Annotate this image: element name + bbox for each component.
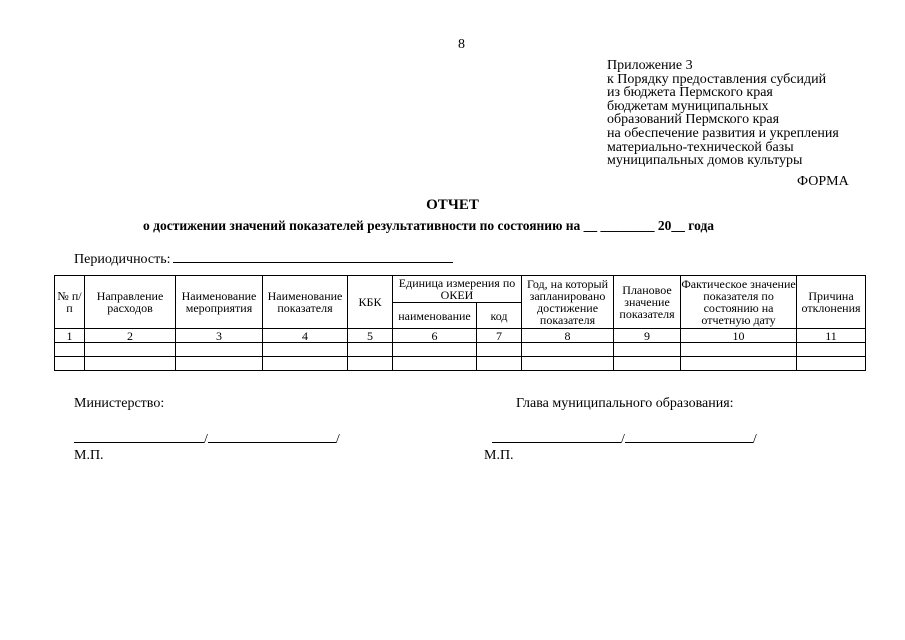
stamp-label-left: М.П.	[74, 448, 104, 463]
column-number: 8	[522, 329, 614, 343]
report-table	[54, 275, 866, 371]
name-blank[interactable]	[625, 429, 753, 443]
annex-line: к Порядку предоставления субсидий	[607, 71, 827, 87]
column-number: 7	[477, 329, 522, 343]
signature-slash: /	[752, 432, 757, 447]
header-kbk: КБК	[348, 276, 393, 329]
header-year: Год, на который запланировано достижение показателя	[522, 276, 614, 329]
table-cell[interactable]	[477, 357, 522, 371]
column-number: 11	[797, 329, 866, 343]
signature-blank[interactable]	[74, 429, 204, 443]
header-unit-code: код	[477, 303, 522, 329]
table-cell[interactable]	[797, 343, 866, 357]
form-label: ФОРМА	[797, 174, 849, 189]
report-subtitle: о достижении значений показателей результативности по состоянию на __ ________ 20__ года	[143, 218, 715, 233]
table-cell[interactable]	[681, 343, 797, 357]
annex-line: на обеспечение развития и укрепления	[607, 125, 839, 141]
column-number: 4	[263, 329, 348, 343]
column-number: 9	[614, 329, 681, 343]
table-cell[interactable]	[522, 357, 614, 371]
column-number: 2	[85, 329, 176, 343]
header-event: Наименование мероприятия	[176, 276, 263, 329]
annex-line: из бюджета Пермского края	[607, 85, 773, 101]
table-cell[interactable]	[348, 357, 393, 371]
head-signature-line	[492, 429, 757, 448]
header-direction: Направление расходов	[85, 276, 176, 329]
table-cell[interactable]	[614, 343, 681, 357]
header-reason: Причина отклонения	[797, 276, 866, 329]
table-cell[interactable]	[176, 357, 263, 371]
signature-slash: /	[621, 432, 625, 447]
page-number: 8	[458, 37, 465, 52]
report-title: ОТЧЕТ	[426, 197, 479, 213]
annex-line: образований Пермского края	[607, 112, 780, 128]
periodicity-row	[74, 250, 453, 268]
signature-slash: /	[335, 432, 340, 447]
stamp-label-right: М.П.	[484, 448, 514, 463]
table-cell[interactable]	[477, 343, 522, 357]
annex-block	[607, 59, 839, 168]
table-cell[interactable]	[614, 357, 681, 371]
table-cell[interactable]	[393, 343, 477, 357]
ministry-label: Министерство:	[74, 396, 165, 411]
header-unit-name: наименование	[393, 303, 477, 329]
column-number: 6	[393, 329, 477, 343]
table-cell[interactable]	[85, 343, 176, 357]
annex-line: муниципальных домов культуры	[607, 153, 803, 169]
name-blank[interactable]	[208, 429, 336, 443]
column-number: 3	[176, 329, 263, 343]
table-cell[interactable]	[393, 357, 477, 371]
periodicity-blank-line[interactable]	[173, 250, 453, 263]
ministry-signature-line	[74, 429, 340, 448]
table-cell[interactable]	[263, 343, 348, 357]
header-indicator: Наименование показателя	[263, 276, 348, 329]
head-label: Глава муниципального образования:	[516, 396, 734, 411]
table-row	[55, 357, 866, 371]
table-cell[interactable]	[85, 357, 176, 371]
table-cell[interactable]	[797, 357, 866, 371]
column-number-row	[55, 329, 866, 343]
column-number: 1	[55, 329, 85, 343]
table-cell[interactable]	[348, 343, 393, 357]
annex-line: бюджетам муниципальных	[607, 98, 769, 114]
header-num: № п/п	[55, 276, 85, 329]
table-cell[interactable]	[681, 357, 797, 371]
signature-blank[interactable]	[492, 429, 621, 443]
header-actual: Фактическое значение показателя по состоянию на отчетную дату	[681, 277, 796, 327]
table-cell[interactable]	[55, 357, 85, 371]
header-planned: Плановое значение показателя	[614, 276, 681, 329]
column-number: 5	[348, 329, 393, 343]
annex-line: материально-технической базы	[607, 139, 794, 155]
header-unit-group: Единица измерения по ОКЕИ	[393, 276, 522, 303]
table-cell[interactable]	[55, 343, 85, 357]
periodicity-label: Периодичность:	[74, 252, 171, 267]
annex-line: Приложение 3	[607, 58, 693, 73]
table-cell[interactable]	[176, 343, 263, 357]
column-number: 10	[681, 329, 797, 343]
signature-slash: /	[204, 432, 208, 447]
table-row	[55, 343, 866, 357]
table-cell[interactable]	[263, 357, 348, 371]
table-cell[interactable]	[522, 343, 614, 357]
